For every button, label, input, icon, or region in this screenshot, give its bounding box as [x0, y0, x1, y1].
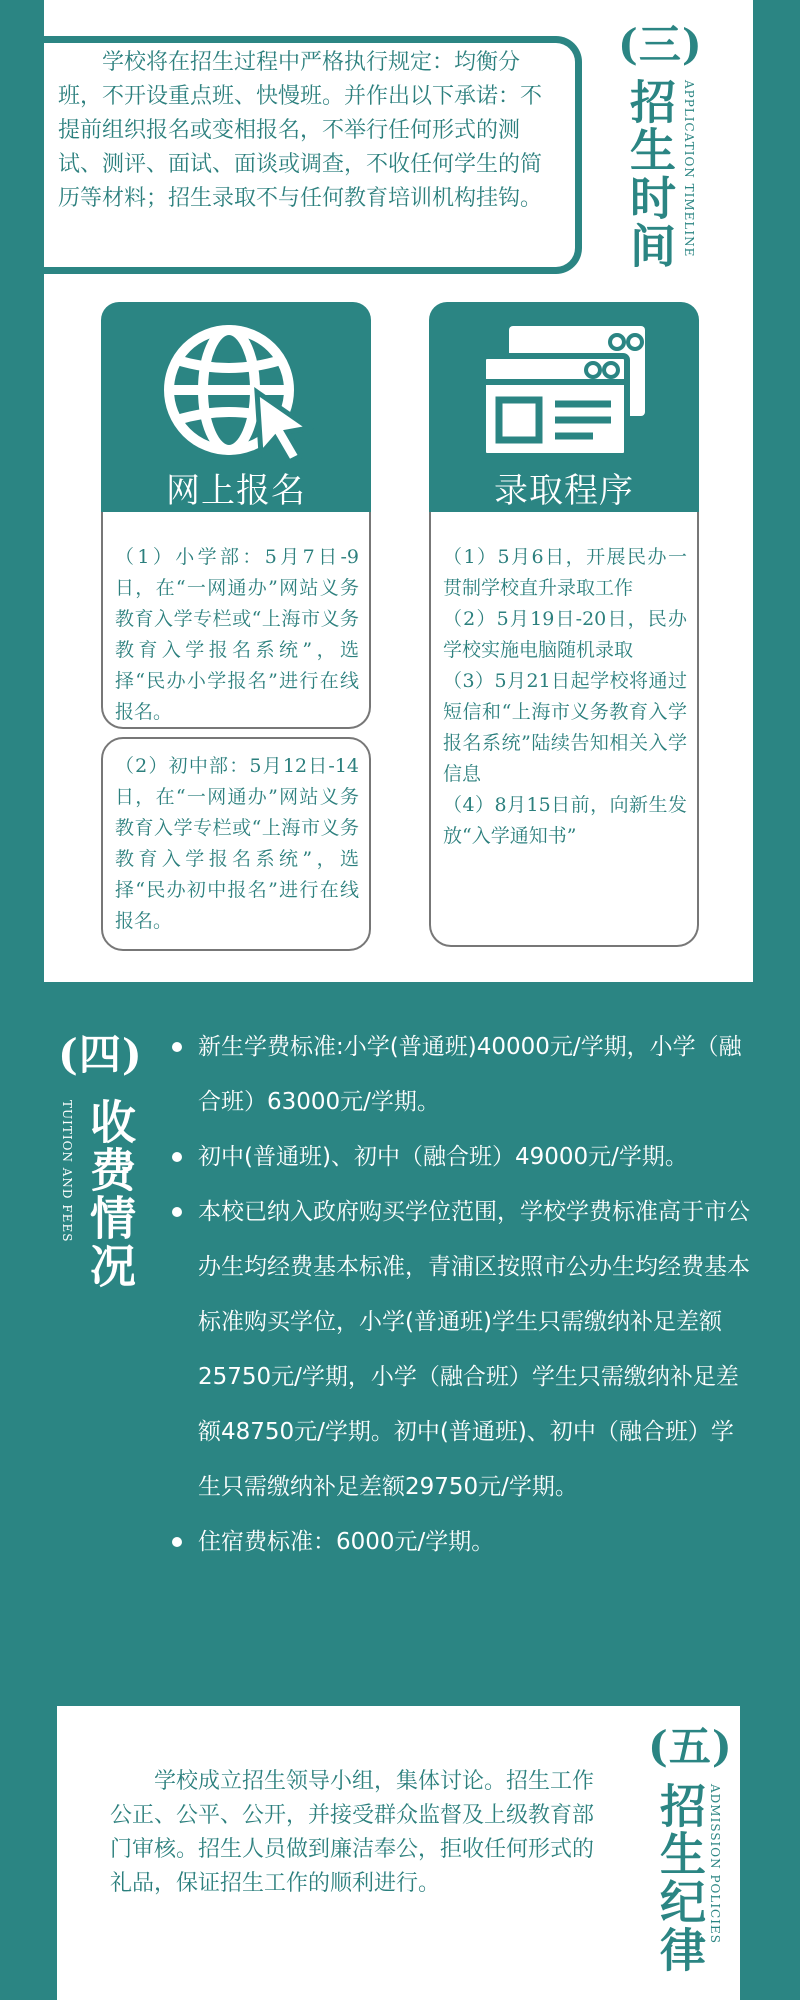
- section3-title: 招生时间: [623, 78, 677, 270]
- section4-english: TUITION AND FEES: [60, 1100, 74, 1243]
- discipline-text: 学校成立招生领导小组，集体讨论。招生工作公正、公平、公开，并接受群众监督及上级教育部门审核。招生人员做到廉洁奉公，拒收任何形式的礼品，保证招生工作的顺利进行。: [110, 1769, 595, 1896]
- online-card-primary: [101, 512, 371, 729]
- admission-card-body: [429, 512, 699, 947]
- online-card-header: [101, 302, 371, 524]
- online-primary-text: （1）小学部：5月7日-9日，在“一网通办”网站义务教育入学专栏或“上海市义务教育入学报名系统”，选择“民办小学报名”进行在线报名。: [115, 546, 359, 723]
- fee-item-3: 本校已纳入政府购买学位范围，学校学费标准高于市公办生均经费基本标准，青浦区按照市公办生均经费基本标准购买学位，小学(普通班)学生只需缴纳补足差额25750元/学期，小学（融合班）学生只需缴纳补足差额48750元/学期。初中(普通班)、初中（融合班）学生只需缴纳补足差额29750元/学期。: [160, 1185, 750, 1515]
- admission-item-1: （1）5月6日，开展民办一贯制学校直升录取工作: [443, 546, 687, 599]
- admission-item-2: （2）5月19日-20日，民办学校实施电脑随机录取: [443, 608, 687, 661]
- fee-item-1: 新生学费标准:小学(普通班)40000元/学期，小学（融合班）63000元/学期。: [160, 1020, 750, 1130]
- globe-cursor-icon: [159, 318, 319, 468]
- section5-number: (五): [648, 1722, 733, 1771]
- online-card-middle: [101, 737, 371, 951]
- section5-title: 招生纪律: [653, 1782, 707, 1974]
- fee-list: [160, 1020, 750, 1570]
- fee-item-4: 住宿费标准：6000元/学期。: [160, 1515, 750, 1570]
- online-card-title: 网上报名: [166, 471, 306, 511]
- admission-item-4: （4）8月15日前，向新生发放“入学通知书”: [443, 794, 687, 847]
- fee-item-2: 初中(普通班)、初中（融合班）49000元/学期。: [160, 1130, 750, 1185]
- section3-english: APPLICATION TIMELINE: [682, 80, 696, 258]
- section3-number: (三): [618, 20, 703, 69]
- admission-card-header: [429, 302, 699, 524]
- section4-number: (四): [58, 1030, 143, 1079]
- admission-card-title: 录取程序: [494, 471, 634, 511]
- section5-english: ADMISSION POLICIES: [708, 1784, 722, 1944]
- online-middle-text: （2）初中部：5月12日-14日，在“一网通办”网站义务教育入学专栏或“上海市义务教育入学报名系统”，选择“民办初中报名”进行在线报名。: [115, 755, 359, 932]
- notice-text: 学校将在招生过程中严格执行规定：均衡分班，不开设重点班、快慢班。并作出以下承诺：不提前组织报名或变相报名，不举行任何形式的测试、测评、面试、面谈或调查，不收任何学生的简历等材料；招生录取不与任何教育培训机构挂钩。: [58, 50, 543, 211]
- section4-title: 收费情况: [83, 1098, 137, 1290]
- browser-window-icon: [475, 316, 655, 466]
- admission-item-3: （3）5月21日起学校将通过短信和“上海市义务教育入学报名系统”陆续告知相关入学信息: [443, 670, 687, 785]
